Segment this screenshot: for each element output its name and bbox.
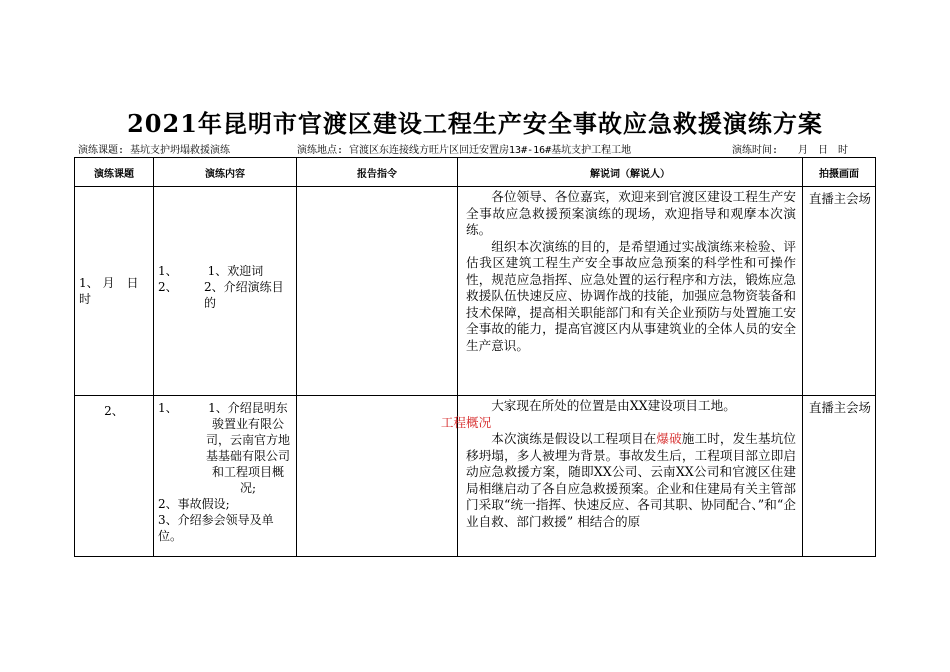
header-content: 演练内容 <box>154 158 297 187</box>
highlight-text: 爆破 <box>656 431 682 446</box>
page-title: 2021年昆明市官渡区建设工程生产安全事故应急救援演练方案 <box>127 109 823 138</box>
meta-time: 演练时间: 月 日 时 <box>732 145 849 156</box>
highlight-text: 工程概况 <box>440 414 492 430</box>
header-narration: 解说词（解说人） <box>458 158 803 187</box>
list-item: 1、 1、欢迎词 <box>158 264 264 278</box>
narration-cell <box>440 396 803 557</box>
list-item: 2、事故假设; <box>158 497 230 511</box>
list-item: 2、 2、介绍演练目的 <box>158 280 284 310</box>
table-row <box>75 187 876 396</box>
header-topic: 演练课题 <box>75 158 154 187</box>
shot-cell: 直播主会场 <box>803 396 876 557</box>
session-cell: 2、 <box>75 396 154 557</box>
meta-location: 演练地点: 官渡区东连接线方旺片区回迁安置房13#-16#基坑支护工程工地 <box>297 145 632 156</box>
narration-paragraph: 本次演练是假设以工程项目在爆破施工时，发生基坑位移坍塌，多人被埋为背景。事故发生后，工程项目部立即启动应急救援方案，随即XX公司、云南XX公司和官渡区住建局相继启动了各自应急救援预案。企业和住建局有关主管部门采取“统一指挥、快速反应、各司其职、协同配合、”和“企业自救、部门救援” 相结合的原 <box>466 431 797 529</box>
session-cell: 1、 月 日时 <box>75 187 154 396</box>
table-row <box>75 396 876 557</box>
content-cell <box>154 396 297 557</box>
narration-paragraph: 大家现在所处的位置是由XX建设项目工地。 工程概况 <box>440 398 736 430</box>
report-cell <box>297 396 458 557</box>
narration-paragraph: 组织本次演练的目的，是希望通过实战演练来检验、评估我区建筑工程生产安全事故应急预案的科学性和可操作性，规范应急指挥、应急处置的运行程序和方法，锻炼应急救援队伍快速反应、协调作战的技能，加强应急物资装备和技术保障，提高相关职能部门和有关企业预防与处置施工安全事故的能力，提高官渡区内从事建筑业的全体人员的安全生产意识。 <box>466 238 796 353</box>
content-cell <box>154 187 297 396</box>
header-shot: 拍摄画面 <box>803 158 876 187</box>
header-report: 报告指令 <box>297 158 458 187</box>
report-cell <box>297 187 458 396</box>
narration-cell <box>458 187 803 396</box>
list-item: 1、 1、介绍昆明东骏置业有限公司，云南官方地基基础有限公司和工程项目概况; <box>158 401 290 495</box>
meta-topic: 演练课题: 基坑支护坍塌救援演练 <box>78 145 231 156</box>
shot-cell: 直播主会场 <box>803 187 876 396</box>
table-header-row <box>75 158 876 187</box>
list-item: 3、介绍参会领导及单位。 <box>158 513 274 543</box>
drill-plan-table <box>74 157 876 557</box>
narration-paragraph: 各位领导、各位嘉宾，欢迎来到官渡区建设工程生产安全事故应急救援预案演练的现场，欢迎指导和观摩本次演练。 <box>466 189 796 237</box>
